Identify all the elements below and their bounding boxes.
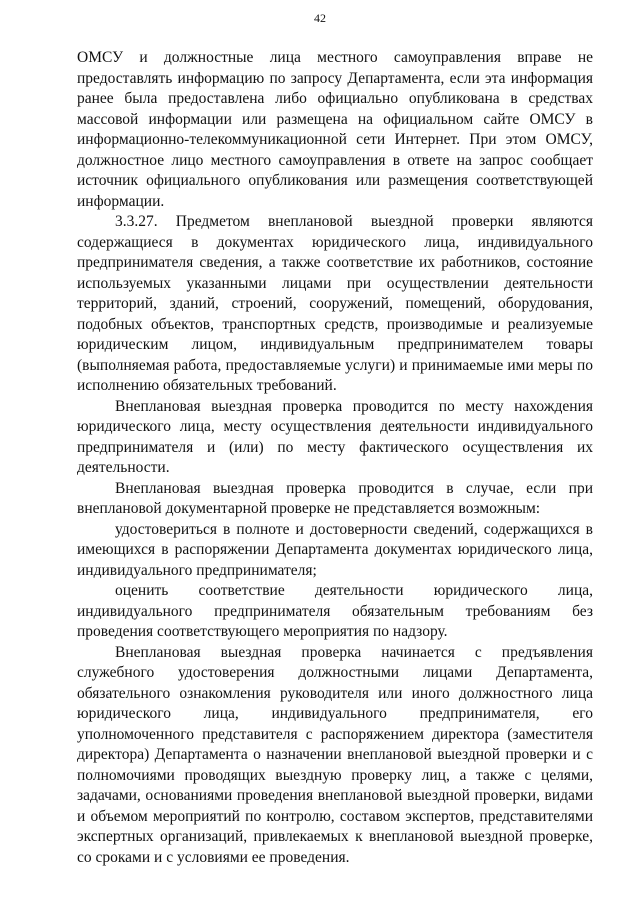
- paragraph-inspection-cases: Внеплановая выездная проверка проводится в случае, если при внеплановой документарной проверке не представляется возможным:: [77, 479, 593, 517]
- paragraph-inspection-start: Внеплановая выездная проверка начинается с предъявления служебного удостоверения должностными лицами Департамента, обязательного ознакомления руководителя или иного должностного лица юридического лица, индивидуального предпринимателя, его уполномоченного представителя с распоряжением директора (заместителя директора) Департамента о назначении внеплановой выездной проверки и с полномочиями проводящих выездную проверку лиц, а также с целями, задачами, основаниями проведения внеплановой выездной проверки, видами и объемом мероприятий по контролю, составом экспертов, представителями экспертных организаций, привлекаемых к внеплановой выездной проверке, со сроками и с условиями ее проведения.: [77, 643, 593, 866]
- list-item-verify-completeness: удостовериться в полноте и достоверности сведений, содержащихся в имеющихся в распоряжении Департамента документах юридического лица, индивидуального предпринимателя;: [77, 520, 593, 579]
- paragraph-3-3-27-subject: 3.3.27. Предметом внеплановой выездной проверки являются содержащиеся в документах юридического лица, индивидуального предпринимателя сведения, а также соответствие их работников, состояние используемых указанными лицами при осуществлении деятельности территорий, зданий, строений, сооружений, помещений, оборудования, подобных объектов, транспортных средств, производимые и реализуемые юридическим лицом, индивидуальным предпринимателем товары (выполняемая работа, предоставляемые услуги) и принимаемые ими меры по исполнению обязательных требований.: [77, 213, 593, 394]
- document-body: [77, 48, 593, 868]
- page-number: 42: [314, 11, 326, 25]
- list-item-assess-compliance: оценить соответствие деятельности юридического лица, индивидуального предпринимателя обязательным требованиям без проведения соответствующего мероприятия по надзору.: [77, 582, 593, 640]
- paragraph-omsu-information: ОМСУ и должностные лица местного самоуправления вправе не предоставлять информацию по запросу Департамента, если эта информация ранее была предоставлена либо официально опубликована в средствах массовой информации или размещена на официальном сайте ОМСУ в информационно-телекоммуникационной сети Интернет. При этом ОМСУ, должностное лицо местного самоуправления в ответе на запрос сообщает источник официального опубликования или размещения соответствующей информации.: [77, 49, 593, 210]
- paragraph-inspection-location: Внеплановая выездная проверка проводится по месту нахождения юридического лица, месту осуществления деятельности индивидуального предпринимателя и (или) по месту фактического осуществления их деятельности.: [77, 397, 593, 476]
